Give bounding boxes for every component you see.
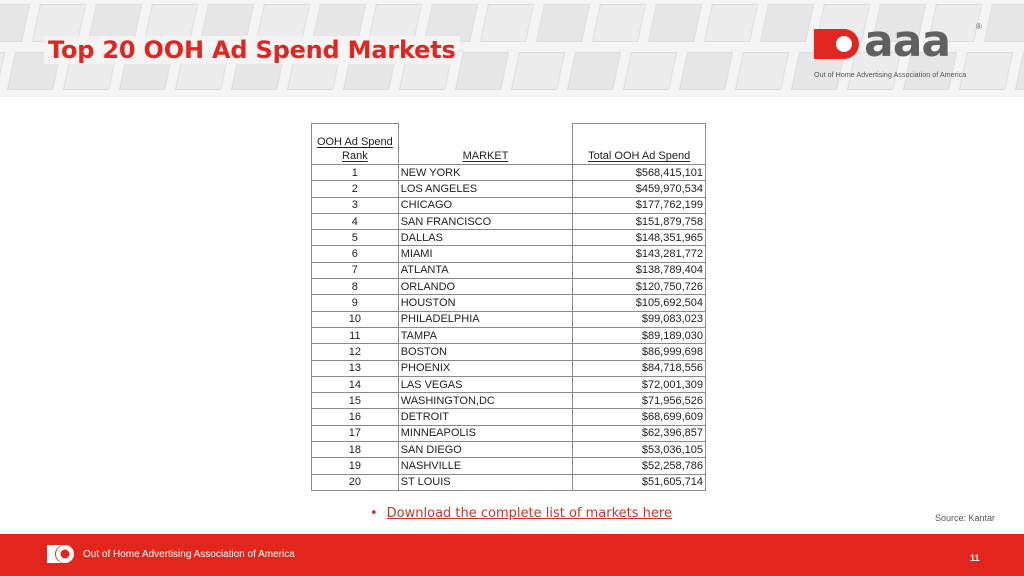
cell-rank: 15: [312, 393, 399, 409]
cell-spend: $151,879,758: [573, 213, 706, 229]
cell-market: LAS VEGAS: [398, 376, 573, 392]
cell-rank: 5: [312, 230, 399, 246]
cell-rank: 16: [312, 409, 399, 425]
cell-rank: 1: [312, 165, 399, 181]
table-row: [312, 165, 706, 181]
logo-subtitle: Out of Home Advertising Association of America: [814, 70, 967, 79]
cell-spend: $86,999,698: [573, 344, 706, 360]
cell-market: PHOENIX: [398, 360, 573, 376]
header-rank-line1: OOH Ad Spend: [316, 136, 393, 148]
footer-bar: [0, 534, 1024, 576]
table-row: [312, 409, 706, 425]
header-rank: [312, 124, 399, 165]
cell-spend: $138,789,404: [573, 262, 706, 278]
cell-market: NEW YORK: [398, 165, 573, 181]
logo-mark-icon: [814, 27, 860, 61]
cell-rank: 2: [312, 181, 399, 197]
cell-spend: $52,258,786: [573, 458, 706, 474]
cell-market: MINNEAPOLIS: [398, 425, 573, 441]
footer-logo-icon: [47, 544, 75, 564]
table-row: [312, 213, 706, 229]
cell-market: ATLANTA: [398, 262, 573, 278]
cell-rank: 20: [312, 474, 399, 490]
table-header-row: [312, 124, 706, 165]
cell-rank: 18: [312, 442, 399, 458]
cell-rank: 7: [312, 262, 399, 278]
cell-market: PHILADELPHIA: [398, 311, 573, 327]
table-row: [312, 442, 706, 458]
table-row: [312, 295, 706, 311]
cell-market: WASHINGTON,DC: [398, 393, 573, 409]
page-title: Top 20 OOH Ad Spend Markets: [44, 36, 460, 64]
table-row: [312, 246, 706, 262]
table-row: [312, 279, 706, 295]
table-row: [312, 458, 706, 474]
cell-market: CHICAGO: [398, 197, 573, 213]
cell-spend: $177,762,199: [573, 197, 706, 213]
cell-market: SAN DIEGO: [398, 442, 573, 458]
table-row: [312, 360, 706, 376]
cell-market: SAN FRANCISCO: [398, 213, 573, 229]
header-rank-line2: Rank: [342, 150, 368, 162]
cell-rank: 6: [312, 246, 399, 262]
table-row: [312, 327, 706, 343]
ad-spend-table: [311, 123, 706, 491]
table-row: [312, 230, 706, 246]
cell-market: ST LOUIS: [398, 474, 573, 490]
header-spend: Total OOH Ad Spend: [573, 124, 706, 165]
bullet: •: [370, 506, 378, 521]
cell-market: NASHVILLE: [398, 458, 573, 474]
table-row: [312, 376, 706, 392]
table-row: [312, 197, 706, 213]
cell-market: BOSTON: [398, 344, 573, 360]
cell-spend: $51,605,714: [573, 474, 706, 490]
table-row: [312, 425, 706, 441]
table-row: [312, 311, 706, 327]
page-number: 11: [970, 553, 980, 563]
cell-rank: 19: [312, 458, 399, 474]
table-row: [312, 262, 706, 278]
table-row: [312, 344, 706, 360]
cell-market: ORLANDO: [398, 279, 573, 295]
logo-letters: aaa: [864, 16, 951, 67]
download-list-link[interactable]: [370, 506, 672, 521]
cell-market: LOS ANGELES: [398, 181, 573, 197]
download-link-text[interactable]: Download the complete list of markets here: [386, 506, 672, 521]
cell-rank: 13: [312, 360, 399, 376]
cell-spend: $148,351,965: [573, 230, 706, 246]
table-row: [312, 181, 706, 197]
table-row: [312, 393, 706, 409]
cell-rank: 11: [312, 327, 399, 343]
oaaa-logo: [812, 16, 987, 82]
registered-mark: ®: [976, 22, 982, 31]
cell-market: TAMPA: [398, 327, 573, 343]
cell-rank: 14: [312, 376, 399, 392]
footer-org-name: Out of Home Advertising Association of America: [83, 549, 295, 560]
table-row: [312, 474, 706, 490]
cell-spend: $53,036,105: [573, 442, 706, 458]
cell-spend: $143,281,772: [573, 246, 706, 262]
cell-spend: $84,718,556: [573, 360, 706, 376]
cell-rank: 8: [312, 279, 399, 295]
cell-market: DETROIT: [398, 409, 573, 425]
cell-rank: 17: [312, 425, 399, 441]
cell-rank: 9: [312, 295, 399, 311]
cell-rank: 12: [312, 344, 399, 360]
cell-spend: $568,415,101: [573, 165, 706, 181]
table-body: [312, 165, 706, 491]
cell-market: MIAMI: [398, 246, 573, 262]
cell-spend: $120,750,726: [573, 279, 706, 295]
cell-spend: $89,189,030: [573, 327, 706, 343]
cell-spend: $68,699,609: [573, 409, 706, 425]
cell-spend: $71,956,526: [573, 393, 706, 409]
cell-spend: $72,001,309: [573, 376, 706, 392]
cell-market: HOUSTON: [398, 295, 573, 311]
source-note: Source: Kantar: [935, 513, 996, 523]
header-market: MARKET: [398, 124, 573, 165]
cell-market: DALLAS: [398, 230, 573, 246]
cell-rank: 4: [312, 213, 399, 229]
cell-spend: $62,396,857: [573, 425, 706, 441]
cell-spend: $459,970,534: [573, 181, 706, 197]
cell-rank: 10: [312, 311, 399, 327]
cell-spend: $99,083,023: [573, 311, 706, 327]
cell-spend: $105,692,504: [573, 295, 706, 311]
cell-rank: 3: [312, 197, 399, 213]
